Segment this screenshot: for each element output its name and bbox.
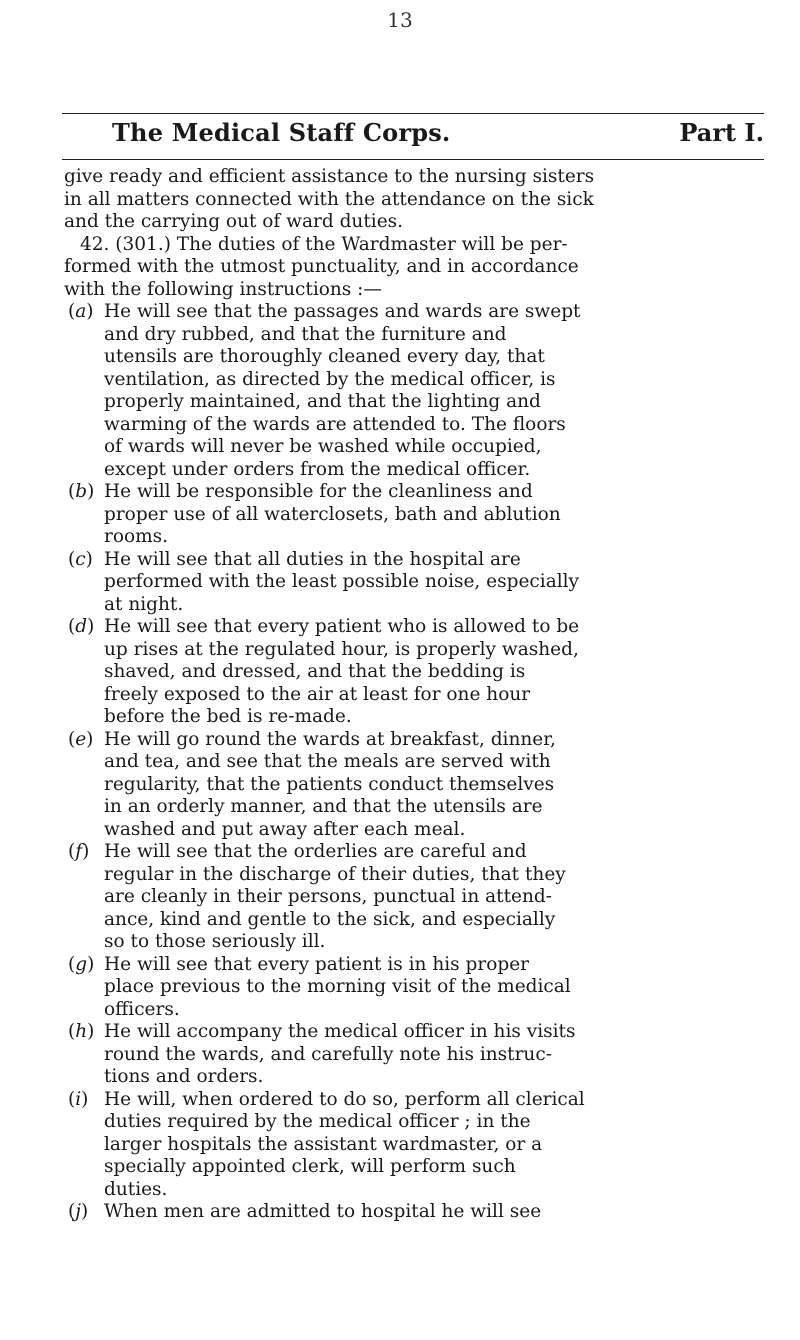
item-letter-text: d [75, 616, 88, 637]
item-letter: (j) [68, 1201, 89, 1222]
text-line: He will see that all duties in the hospital are [104, 548, 521, 570]
item-letter-text: g [75, 953, 88, 975]
text-line: washed and put away after each meal. [104, 818, 466, 840]
item-letter: (g) [68, 953, 95, 975]
text-line: utensils are thoroughly cleaned every day, that [104, 346, 545, 367]
item-letter: (c) [68, 548, 93, 570]
text-line: specially appointed clerk, will perform such [104, 1156, 516, 1177]
list-item [64, 841, 756, 954]
text-line: proper use of all waterclosets, bath and ablution [104, 503, 561, 525]
item-letter-text: f [75, 841, 83, 862]
item-letter-text: j [75, 1201, 81, 1222]
text-line: He will see that the orderlies are careful and [104, 841, 527, 862]
body-text [64, 166, 756, 1224]
item-letter: (b) [68, 481, 95, 502]
text-line: properly maintained, and that the lighting and [104, 391, 541, 412]
list-item [64, 481, 756, 549]
text-line: He will go round the wards at breakfast, dinner, [104, 728, 556, 750]
text-line: and tea, and see that the meals are served with [104, 751, 551, 772]
text-line: are cleanly in their persons, punctual in attend- [104, 886, 552, 907]
item-letter-text: a [75, 301, 87, 322]
text-line: regular in the discharge of their duties, that they [104, 863, 566, 885]
list-item [64, 1201, 756, 1224]
item-letter-text: h [75, 1021, 88, 1042]
item-letter: (i) [68, 1088, 89, 1110]
list-item [64, 1021, 756, 1089]
text-line: rooms. [104, 526, 169, 547]
section-paragraph [64, 234, 756, 302]
text-line: up rises at the regulated hour, is properly washed, [104, 638, 579, 660]
text-line: When men are admitted to hospital he will see [104, 1201, 542, 1222]
text-line: performed with the least possible noise, especially [104, 571, 580, 592]
list-item [64, 549, 756, 617]
text-line: warming of the wards are attended to. The floors [104, 413, 566, 435]
text-line: ventilation, as directed by the medical officer, is [104, 368, 556, 390]
text-line: He will see that every patient who is allowed to be [104, 616, 580, 637]
text-line: duties required by the medical officer ; in the [104, 1111, 531, 1132]
text-line: ance, kind and gentle to the sick, and especially [104, 908, 556, 930]
running-title: The Medical Staff Corps. [112, 118, 451, 147]
text-line: formed with the utmost punctuality, and in accordance [64, 256, 579, 277]
text-line: at night. [104, 593, 184, 615]
text-line: of wards will never be washed while occupied, [104, 436, 542, 457]
item-letter: (f) [68, 841, 90, 862]
text-line: He will accompany the medical officer in his visits [104, 1021, 576, 1042]
list-item [64, 954, 756, 1022]
item-letter: (h) [68, 1021, 95, 1042]
item-letter-text: b [75, 481, 88, 502]
text-line: He will see that every patient is in his proper [104, 953, 529, 975]
text-line: in an orderly manner, and that the utensils are [104, 796, 543, 817]
text-line: larger hospitals the assistant wardmaster, or a [104, 1133, 543, 1155]
running-header [112, 118, 764, 154]
list-item [64, 301, 756, 481]
text-line: except under orders from the medical officer. [104, 458, 531, 480]
item-letter-text: c [75, 548, 86, 570]
text-line: tions and orders. [104, 1066, 264, 1087]
text-line: freely exposed to the air at least for one hour [104, 683, 531, 705]
text-line: duties. [104, 1178, 168, 1200]
text-line: shaved, and dressed, and that the bedding is [104, 661, 526, 682]
text-line: regularity, that the patients conduct themselves [104, 773, 555, 795]
text-line: and dry rubbed, and that the furniture and [104, 323, 507, 345]
page-number: 13 [387, 8, 413, 32]
text-line: place previous to the morning visit of the medical [104, 976, 571, 997]
text-line: in all matters connected with the attendance on the sick [64, 188, 594, 210]
part-label: Part I. [679, 118, 764, 147]
instruction-list [64, 301, 756, 1224]
opening-paragraph [64, 166, 756, 234]
item-letter: (a) [68, 301, 94, 322]
item-letter-text: e [75, 728, 87, 750]
header-top-rule [62, 113, 764, 114]
text-line: He will see that the passages and wards are swept [104, 301, 581, 322]
text-line: He will, when ordered to do so, perform all clerical [104, 1088, 585, 1110]
item-letter: (d) [68, 616, 95, 637]
item-letter-text: i [75, 1088, 82, 1110]
list-item [64, 616, 756, 729]
text-line: and the carrying out of ward duties. [64, 211, 404, 232]
text-line: with the following instructions :— [64, 278, 382, 300]
item-letter: (e) [68, 728, 94, 750]
text-line: He will be responsible for the cleanliness and [104, 481, 533, 502]
list-item [64, 729, 756, 842]
text-line: 42. (301.) The duties of the Wardmaster will be per- [80, 233, 568, 255]
text-line: give ready and efficient assistance to the nursing sisters [64, 166, 595, 187]
header-bottom-rule [62, 159, 764, 160]
text-line: so to those seriously ill. [104, 931, 326, 952]
list-item [64, 1089, 756, 1202]
text-line: officers. [104, 998, 180, 1020]
text-line: before the bed is re-made. [104, 706, 352, 727]
text-line: round the wards, and carefully note his instruc- [104, 1043, 552, 1065]
